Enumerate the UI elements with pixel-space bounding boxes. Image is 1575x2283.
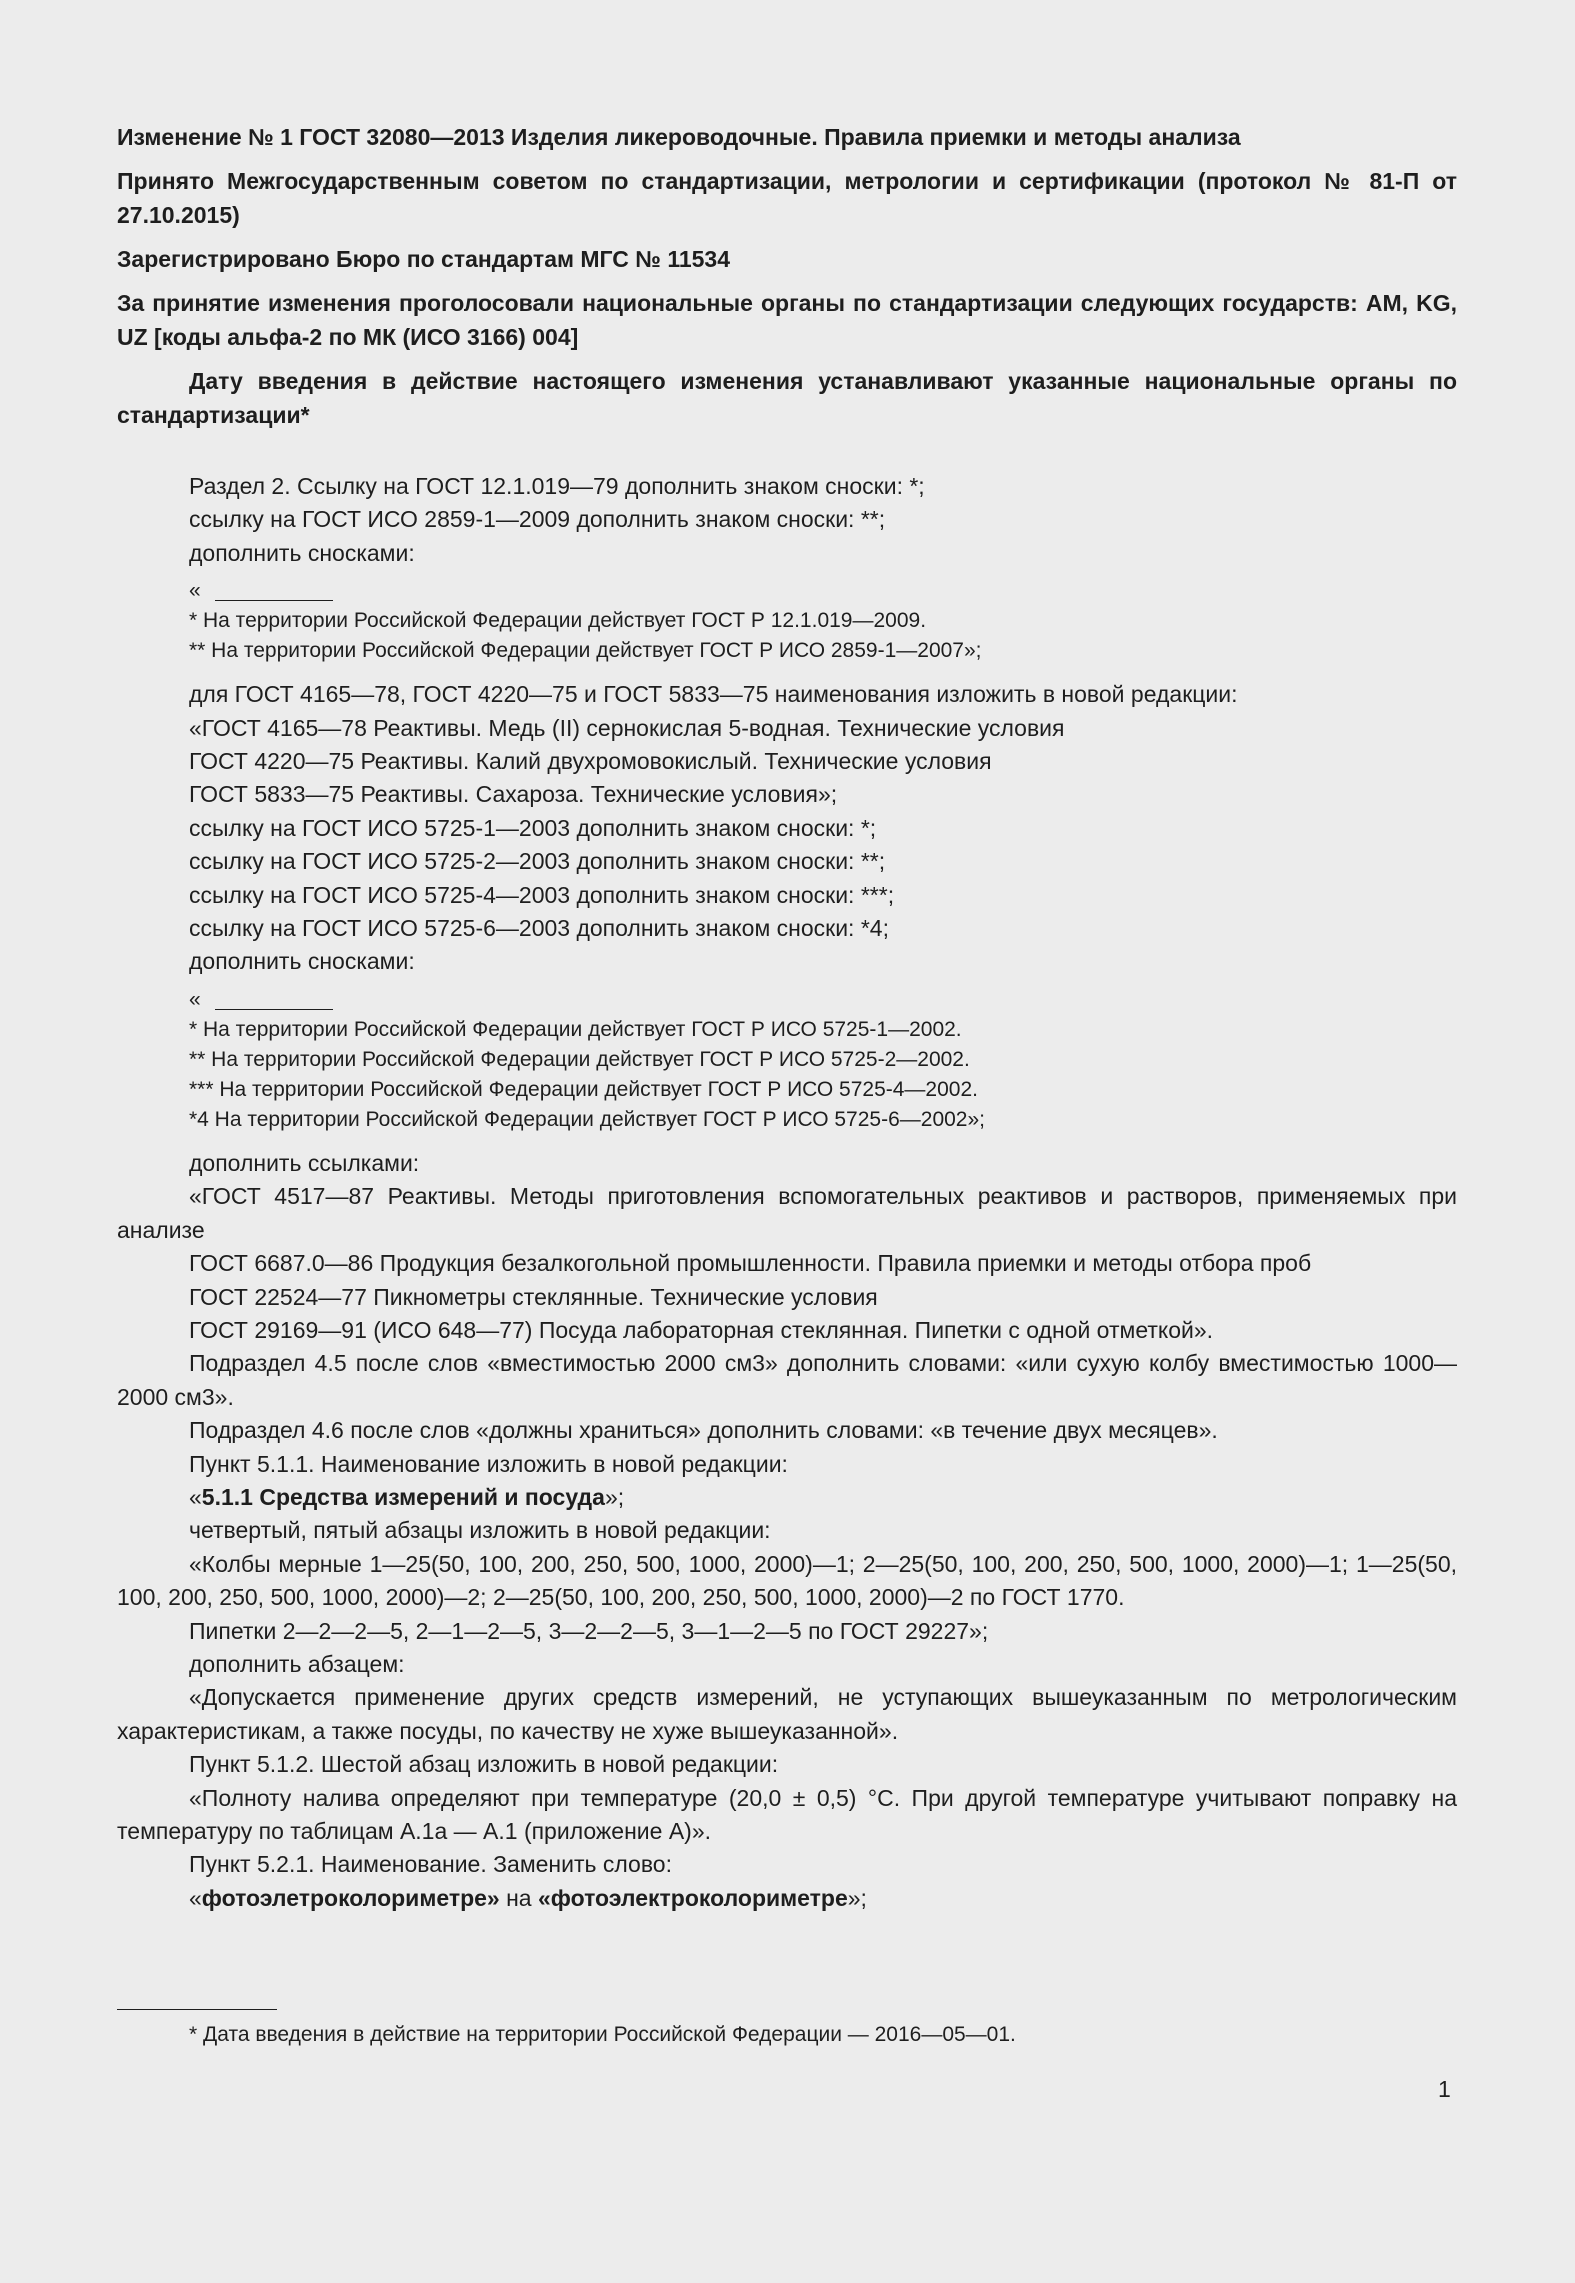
registration-note: Зарегистрировано Бюро по стандартам МГС № 11534 — [117, 246, 731, 272]
effective-date-note: Дату введения в действие настоящего изменения устанавливают указанные национальные органы по стандартизации* — [117, 368, 1457, 428]
footnote-line: ** На территории Российской Федерации действует ГОСТ Р ИСО 5725-2—2002. — [189, 1047, 970, 1071]
paragraph: «ГОСТ 4517—87 Реактивы. Методы приготовления вспомогательных реактивов и растворов, применяемых при анализе — [117, 1183, 1457, 1243]
paragraph: для ГОСТ 4165—78, ГОСТ 4220—75 и ГОСТ 5833—75 наименования изложить в новой редакции: — [189, 681, 1238, 708]
paragraph: «ГОСТ 4165—78 Реактивы. Медь (II) сернокислая 5-водная. Технические условия — [189, 714, 1065, 741]
footnote-line: *** На территории Российской Федерации действует ГОСТ Р ИСО 5725-4—2002. — [189, 1077, 978, 1101]
paragraph: ссылку на ГОСТ ИСО 5725-4—2003 дополнить знаком сноски: ***; — [189, 881, 895, 908]
paragraph: Пункт 5.2.1. Наименование. Заменить слово: — [189, 1851, 672, 1878]
opening-quote: « — [189, 579, 201, 603]
paragraph: ГОСТ 6687.0—86 Продукция безалкогольной промышленности. Правила приемки и методы отбора проб — [189, 1250, 1312, 1277]
section-heading-text: 5.1.1 Средства измерений и посуда — [201, 1483, 605, 1510]
paragraph: дополнить сносками: — [189, 539, 415, 566]
footnote-line: * На территории Российской Федерации действует ГОСТ Р ИСО 5725-1—2002. — [189, 1017, 962, 1041]
inserted-footnotes-1 — [117, 576, 1457, 666]
replacement-word: «фотоэлектроколориметре — [538, 1884, 848, 1911]
paragraph: Подраздел 4.5 после слов «вместимостью 2000 см3» дополнить словами: «или сухую колбу вместимостью 1000—2000 см3». — [117, 1350, 1457, 1410]
paragraph — [117, 1882, 1457, 1915]
paragraph: «Колбы мерные 1—25(50, 100, 200, 250, 500, 1000, 2000)—1; 2—25(50, 100, 200, 250, 500, 1000, 2000)—1; 1—25(50, 100, 200, 250, 500, 1000, 2000)—2; 2—25(50, 100, 200, 250, 500, 1000, 2000)—2 по ГОСТ 1770. — [117, 1550, 1457, 1611]
paragraph — [117, 1481, 1457, 1514]
quote-mark: »; — [604, 1483, 625, 1510]
paragraph: ссылку на ГОСТ ИСО 2859-1—2009 дополнить знаком сноски: **; — [189, 506, 886, 533]
opening-quote: « — [189, 987, 201, 1011]
paragraph: Раздел 2. Ссылку на ГОСТ 12.1.019—79 дополнить знаком сноски: *; — [189, 473, 925, 499]
footnote-rule — [215, 600, 333, 601]
inserted-footnotes-2 — [117, 985, 1457, 1135]
paragraph: дополнить абзацем: — [189, 1650, 405, 1677]
footnote-line: ** На территории Российской Федерации действует ГОСТ Р ИСО 2859-1—2007»; — [189, 639, 982, 663]
replaced-word: фотоэлетроколориметре» — [201, 1884, 500, 1911]
footnote-opening — [189, 985, 1457, 1015]
paragraph: дополнить ссылками: — [189, 1149, 420, 1176]
page-footnote — [117, 2009, 1457, 2050]
footnote-opening — [189, 576, 1457, 606]
quote-mark: « — [189, 1483, 202, 1510]
footnote-separator — [117, 2009, 277, 2010]
paragraph: четвертый, пятый абзацы изложить в новой редакции: — [189, 1517, 771, 1544]
paragraph: Пипетки 2—2—2—5, 2—1—2—5, 3—2—2—5, 3—1—2—5 по ГОСТ 29227»; — [189, 1617, 989, 1644]
amendment-body — [117, 470, 1457, 1915]
page-number: 1 — [1438, 2076, 1451, 2102]
paragraph: ГОСТ 22524—77 Пикнометры стеклянные. Технические условия — [189, 1283, 878, 1310]
footnote-line: *4 На территории Российской Федерации действует ГОСТ Р ИСО 5725-6—2002»; — [189, 1107, 986, 1131]
amendment-title: Изменение № 1 ГОСТ 32080—2013 Изделия ликероводочные. Правила приемки и методы анализа — [117, 124, 1241, 150]
paragraph: Пункт 5.1.2. Шестой абзац изложить в новой редакции: — [189, 1751, 779, 1778]
paragraph: дополнить сносками: — [189, 948, 415, 975]
adopted-by: Принято Межгосударственным советом по стандартизации, метрологии и сертификации (протокол № 81-П от 27.10.2015) — [117, 168, 1457, 228]
paragraph: ГОСТ 4220—75 Реактивы. Калий двухромовокислый. Технические условия — [189, 748, 992, 775]
paragraph: Подраздел 4.6 после слов «должны храниться» дополнить словами: «в течение двух месяцев». — [189, 1417, 1218, 1444]
quote-mark: « — [189, 1884, 202, 1911]
document-content — [117, 120, 1457, 1915]
paragraph: ссылку на ГОСТ ИСО 5725-1—2003 дополнить знаком сноски: *; — [189, 814, 877, 841]
paragraph: «Допускается применение других средств измерений, не уступающих вышеуказанным по метрологическим характеристикам, а также посуды, по качеству не хуже вышеуказанной». — [117, 1684, 1457, 1744]
paragraph: «Полноту налива определяют при температуре (20,0 ± 0,5) °С. При другой температуре учитывают поправку на температуру по таблицам А.1а — А.1 (приложение А)». — [117, 1784, 1457, 1844]
paragraph: ссылку на ГОСТ ИСО 5725-6—2003 дополнить знаком сноски: *4; — [189, 915, 889, 942]
footnote-text: * Дата введения в действие на территории Российской Федерации — 2016—05—01. — [189, 2023, 1016, 2046]
paragraph: Пункт 5.1.1. Наименование изложить в новой редакции: — [189, 1450, 788, 1477]
voting-states: За принятие изменения проголосовали национальные органы по стандартизации следующих государств: AM, KG, UZ [коды альфа-2 по МК (ИСО 3166) 004] — [117, 290, 1457, 350]
paragraph: ссылку на ГОСТ ИСО 5725-2—2003 дополнить знаком сноски: **; — [189, 848, 886, 875]
paragraph: ГОСТ 29169—91 (ИСО 648—77) Посуда лабораторная стеклянная. Пипетки с одной отметкой». — [189, 1316, 1214, 1343]
quote-mark: »; — [847, 1884, 867, 1911]
connector-text: на — [499, 1884, 538, 1911]
footnote-rule — [215, 1009, 333, 1010]
footnote-line: * На территории Российской Федерации действует ГОСТ Р 12.1.019—2009. — [189, 609, 927, 633]
paragraph: ГОСТ 5833—75 Реактивы. Сахароза. Технические условия»; — [189, 781, 838, 808]
